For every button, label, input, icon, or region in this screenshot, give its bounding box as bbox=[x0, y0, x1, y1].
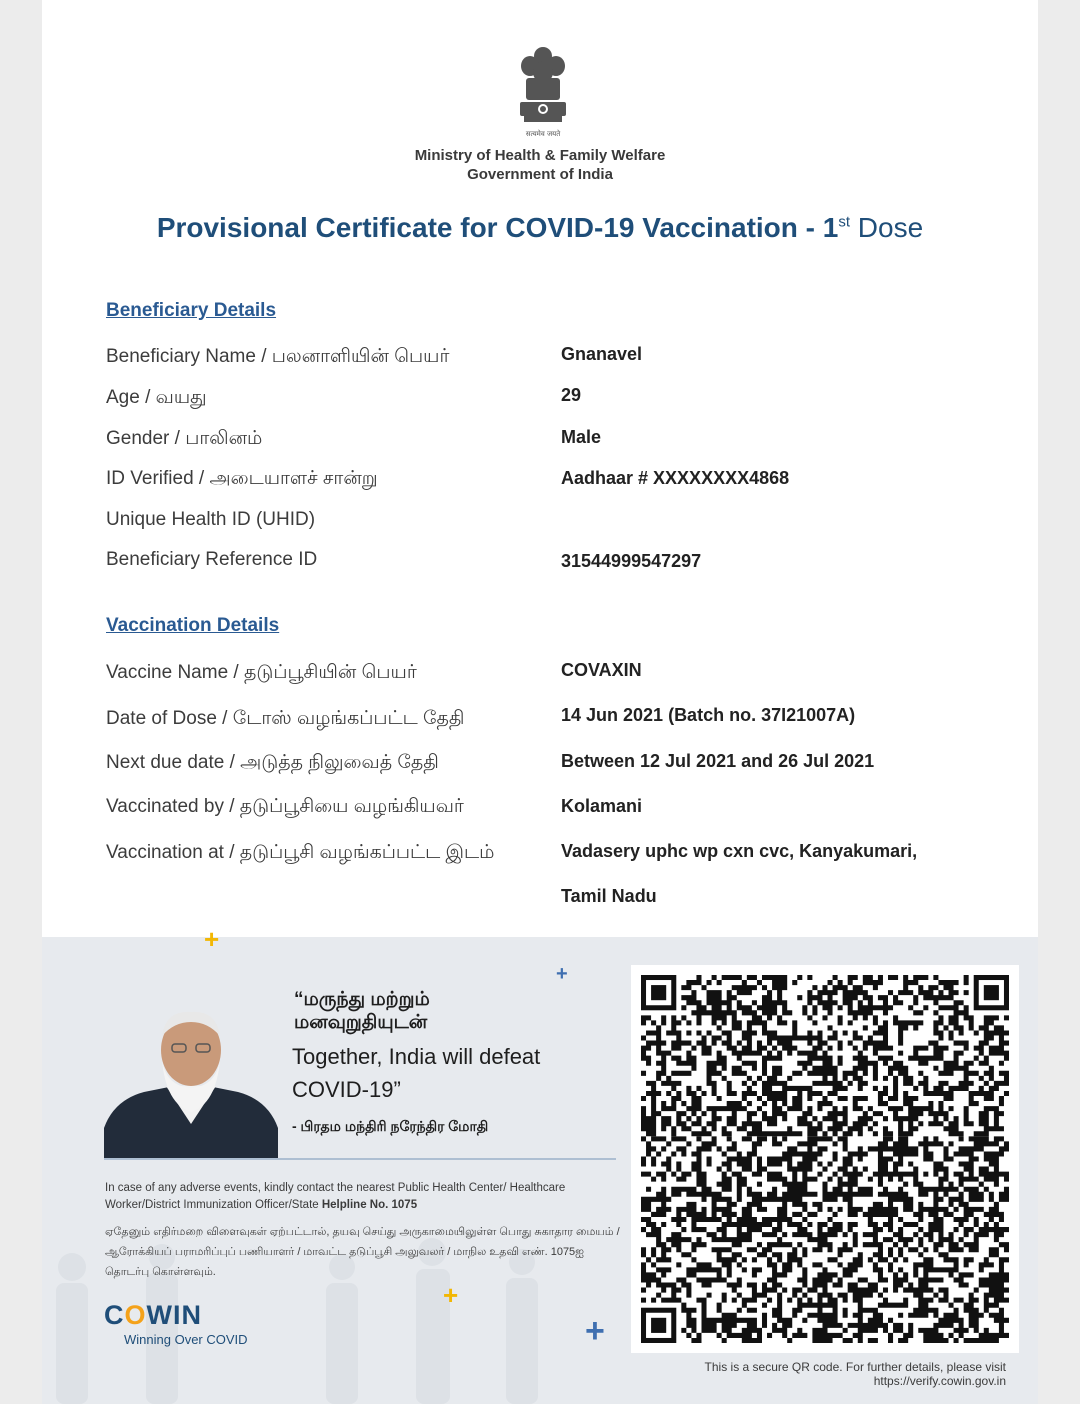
vaccination-at-label: Vaccination at / தடுப்பூசி வழங்கப்பட்ட இடம் bbox=[106, 842, 495, 863]
ministry-block bbox=[42, 146, 1038, 184]
certificate-page bbox=[42, 0, 1038, 1404]
vaccinated-by-value: Kolamani bbox=[561, 796, 643, 816]
qr-note bbox=[602, 1360, 1006, 1388]
vaccination-at-value-line2: Tamil Nadu bbox=[561, 886, 657, 906]
footer-divider bbox=[104, 1158, 616, 1160]
beneficiary-heading: Beneficiary Details bbox=[106, 300, 277, 321]
qr-note-line2: https://verify.cowin.gov.in bbox=[873, 1374, 1006, 1388]
uhid-label: Unique Health ID (UHID) bbox=[106, 509, 316, 530]
helpline-number: Helpline No. 1075 bbox=[321, 1199, 418, 1211]
next-due-label: Next due date / அடுத்த நிலுவைத் தேதி bbox=[106, 752, 439, 773]
vaccine-name-value: COVAXIN bbox=[561, 660, 642, 680]
portrait-image bbox=[104, 1000, 278, 1160]
gender-value: Male bbox=[561, 427, 602, 447]
adverse-events-english bbox=[105, 1180, 625, 1214]
quote-attribution: - பிரதம மந்திரி நரேந்திர மோதி bbox=[292, 1118, 489, 1134]
title-sup: st bbox=[838, 213, 851, 231]
cowin-tagline: Winning Over COVID bbox=[124, 1332, 248, 1347]
cowin-c: C bbox=[104, 1300, 125, 1330]
qr-code-icon bbox=[631, 965, 1019, 1353]
cowin-rest: WIN bbox=[146, 1300, 202, 1330]
ministry-name: Ministry of Health & Family Welfare bbox=[414, 147, 666, 164]
beneficiary-name-label: Beneficiary Name / பலனாளியின் பெயர் bbox=[106, 346, 450, 367]
qr-note-line1: This is a secure QR code. For further details, please visit bbox=[704, 1360, 1006, 1374]
emblem-icon bbox=[514, 44, 572, 140]
reference-id-value: 31544999547297 bbox=[561, 551, 702, 571]
id-verified-label: ID Verified / அடையாளச் சான்று bbox=[106, 468, 378, 489]
vaccine-name-label: Vaccine Name / தடுப்பூசியின் பெயர் bbox=[106, 662, 417, 683]
next-due-value: Between 12 Jul 2021 and 26 Jul 2021 bbox=[561, 751, 875, 771]
gender-label: Gender / பாலினம் bbox=[106, 428, 263, 449]
cowin-o: O bbox=[124, 1300, 147, 1330]
qr-code-container bbox=[631, 965, 1019, 1353]
adverse-events-text: In case of any adverse events, kindly contact the nearest Public Health Center/ Healthcare Worker/District Immunization Officer/State bbox=[105, 1182, 566, 1211]
title-dose: Dose bbox=[850, 212, 924, 243]
date-of-dose-label: Date of Dose / டோஸ் வழங்கப்பட்ட தேதி bbox=[106, 708, 465, 729]
quote-english: Together, India will defeat COVID-19” bbox=[292, 1044, 541, 1102]
reference-id-label: Beneficiary Reference ID bbox=[106, 549, 318, 570]
plus-icon: + bbox=[204, 924, 220, 954]
vaccinated-by-label: Vaccinated by / தடுப்பூசியை வழங்கியவர் bbox=[106, 796, 464, 817]
page-title bbox=[42, 212, 1038, 244]
plus-icon: + bbox=[556, 963, 568, 985]
vaccination-heading: Vaccination Details bbox=[106, 615, 280, 636]
age-value: 29 bbox=[561, 385, 582, 405]
quote-tamil: “மருந்து மற்றும் மனவுறுதியுடன் bbox=[294, 989, 430, 1033]
plus-icon: + bbox=[443, 1280, 459, 1310]
emblem-motto: सत्यमेव जयते bbox=[525, 130, 561, 138]
cowin-logo bbox=[104, 1300, 202, 1331]
date-of-dose-value: 14 Jun 2021 (Batch no. 37I21007A) bbox=[561, 705, 856, 725]
age-label: Age / வயது bbox=[106, 387, 207, 408]
title-main: Provisional Certificate for COVID-19 Vaccination - 1 bbox=[156, 212, 839, 243]
adverse-events-tamil: ஏதேனும் எதிர்மறை விளைவுகள் ஏற்பட்டால், தயவு செய்து அருகாமையிலுள்ள பொது சுகாதார மையம் / ஆரோக்கியப் பராமரிப்புப் பணியாளர் / மாவட்ட தடுப்பூசி அலுவலர் / மாநில உதவி எண். 1075ஐ தொடர்பு கொள்ளவும். bbox=[105, 1226, 620, 1278]
id-verified-value: Aadhaar # XXXXXXXX4868 bbox=[561, 468, 790, 488]
vaccination-at-value: Vadasery uphc wp cxn cvc, Kanyakumari, bbox=[561, 841, 918, 861]
beneficiary-name-value: Gnanavel bbox=[561, 344, 643, 364]
government-name: Government of India bbox=[467, 166, 613, 183]
plus-icon: + bbox=[585, 1312, 605, 1350]
